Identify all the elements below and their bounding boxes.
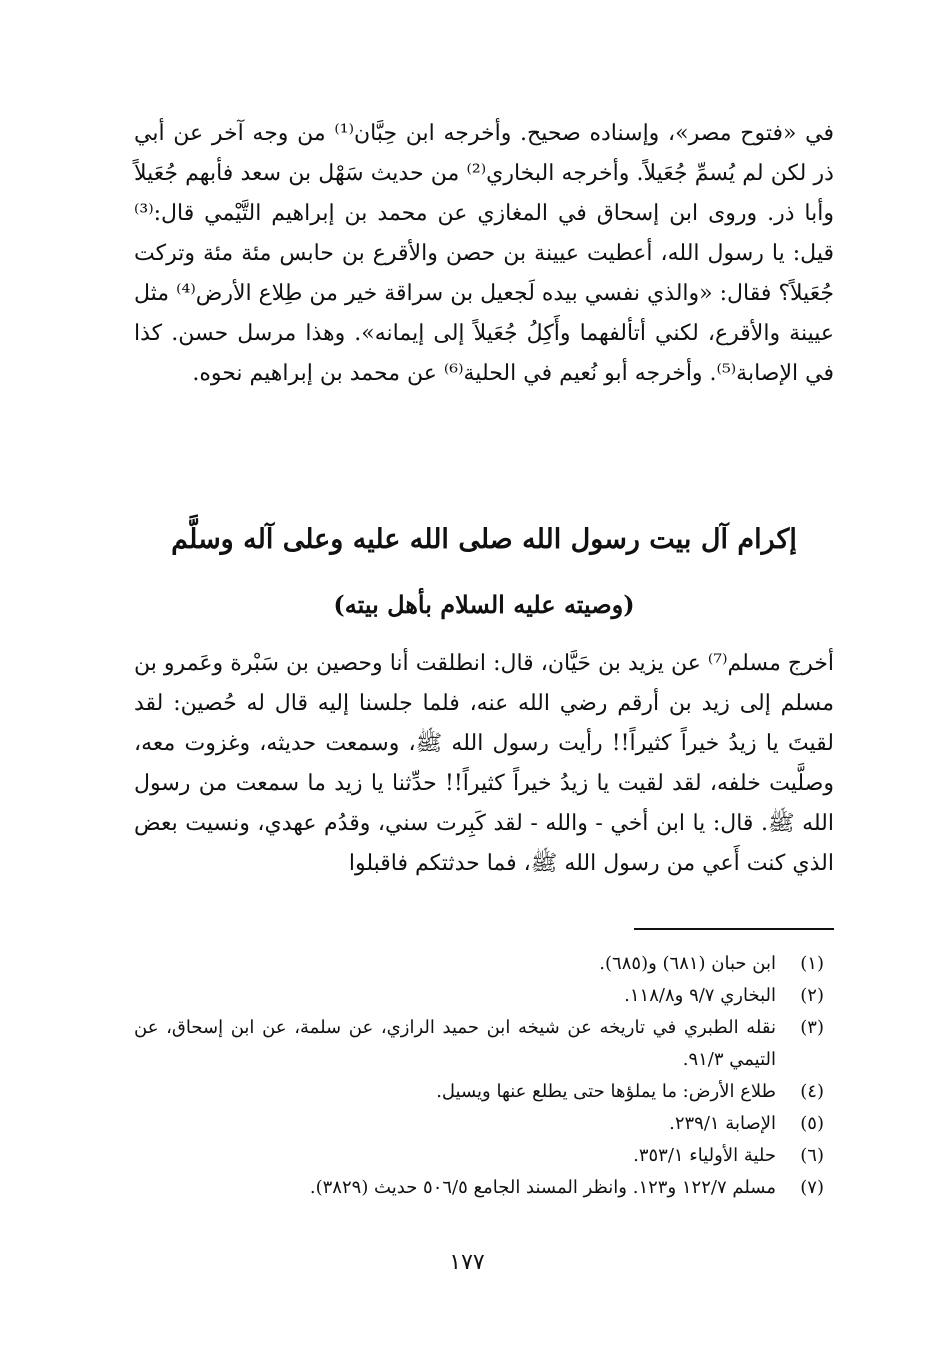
footnote-item	[134, 1108, 824, 1140]
footnote-item	[134, 948, 824, 980]
footnote-divider	[634, 928, 834, 930]
footnote-item	[134, 1012, 824, 1076]
footnote-number: (٧)	[800, 1177, 824, 1198]
footnote-text: حلية الأولياء ٣٥٣/١.	[633, 1145, 776, 1166]
footnote-item	[134, 1076, 824, 1108]
section-subheading: (وصيته عليه السلام بأهل بيته)	[333, 590, 635, 619]
footnote-text: البخاري ٩/٧ و١١٨/٨.	[624, 985, 776, 1006]
footnote-number: (٥)	[800, 1113, 824, 1134]
footnote-number: (٦)	[800, 1145, 824, 1166]
footnote-number: (٢)	[800, 985, 824, 1006]
body-paragraph-2: أخرج مسلم⁽⁷⁾ عن يزيد بن حَيَّان، قال: انطلقت أنا وحصين بن سَبْرة وعَمرو بن مسلم إلى زيد بن أرقم رضي الله عنه، فلما جلسنا إليه قال له حُصين: لقد لقيتَ يا زيدُ خيراً كثيراً!! رأيت رسول الله ﷺ، وسمعت حديثه، وغزوت معه، وصلَّيت خلفه، لقد لقيت يا زيدُ خيراً كثيراً!! حدِّثنا يا زيد ما سمعت من رسول الله ﷺ. قال: يا ابن أخي - والله - لقد كَبِرت سني، وقدُم عهدي، ونسيت بعض الذي كنت أَعي من رسول الله ﷺ، فما حدثتكم فاقبلوا	[134, 651, 834, 876]
footnote-text: الإصابة ٢٣٩/١.	[669, 1113, 776, 1134]
footnote-number: (١)	[800, 953, 824, 974]
footnotes-list	[134, 948, 824, 1204]
footnote-text: نقله الطبري في تاريخه عن شيخه ابن حميد الرازي، عن سلمة، عن ابن إسحاق، عن التيمي ٩١/٣.	[134, 1017, 776, 1070]
footnote-item	[134, 1172, 824, 1204]
footnote-text: مسلم ١٢٢/٧ و١٢٣. وانظر المسند الجامع ٥٠٦/٥ حديث (٣٨٢٩).	[309, 1177, 776, 1198]
footnote-item	[134, 980, 824, 1012]
section-heading: إكرام آل بيت رسول الله صلى الله عليه وعلى آله وسلَّم	[171, 524, 797, 555]
footnote-text: طلاع الأرض: ما يملؤها حتى يطلع عنها ويسيل.	[436, 1081, 776, 1102]
page-number: ١٧٧	[449, 1250, 485, 1275]
footnote-number: (٣)	[800, 1017, 824, 1038]
footnote-item	[134, 1140, 824, 1172]
footnote-number: (٤)	[800, 1081, 824, 1102]
footnote-text: ابن حبان (٦٨١) و(٦٨٥).	[599, 953, 776, 974]
body-paragraph-1: في «فتوح مصر»، وإسناده صحيح. وأخرجه ابن حِبَّان⁽¹⁾ من وجه آخر عن أبي ذر لكن لم يُسمِّ جُعَيلاً. وأخرجه البخاري⁽²⁾ من حديث سَهْل بن سعد فأبهم جُعَيلاً وأبا ذر. وروى ابن إسحاق في المغازي عن محمد بن إبراهيم التَّيْمي قال:⁽³⁾ قيل: يا رسول الله، أعطيت عيينة بن حصن والأقرع بن حابس مئة مئة وتركت جُعَيلاً؟ فقال: «والذي نفسي بيده لَجعيل بن سراقة خير من طِلاع الأرض⁽⁴⁾ مثل عيينة والأقرع، لكني أتألفهما وأَكِلُ جُعَيلاً إلى إيمانه». وهذا مرسل حسن. كذا في الإصابة⁽⁵⁾. وأخرجه أبو نُعيم في الحلية⁽⁶⁾ عن محمد بن إبراهيم نحوه.	[134, 121, 835, 386]
